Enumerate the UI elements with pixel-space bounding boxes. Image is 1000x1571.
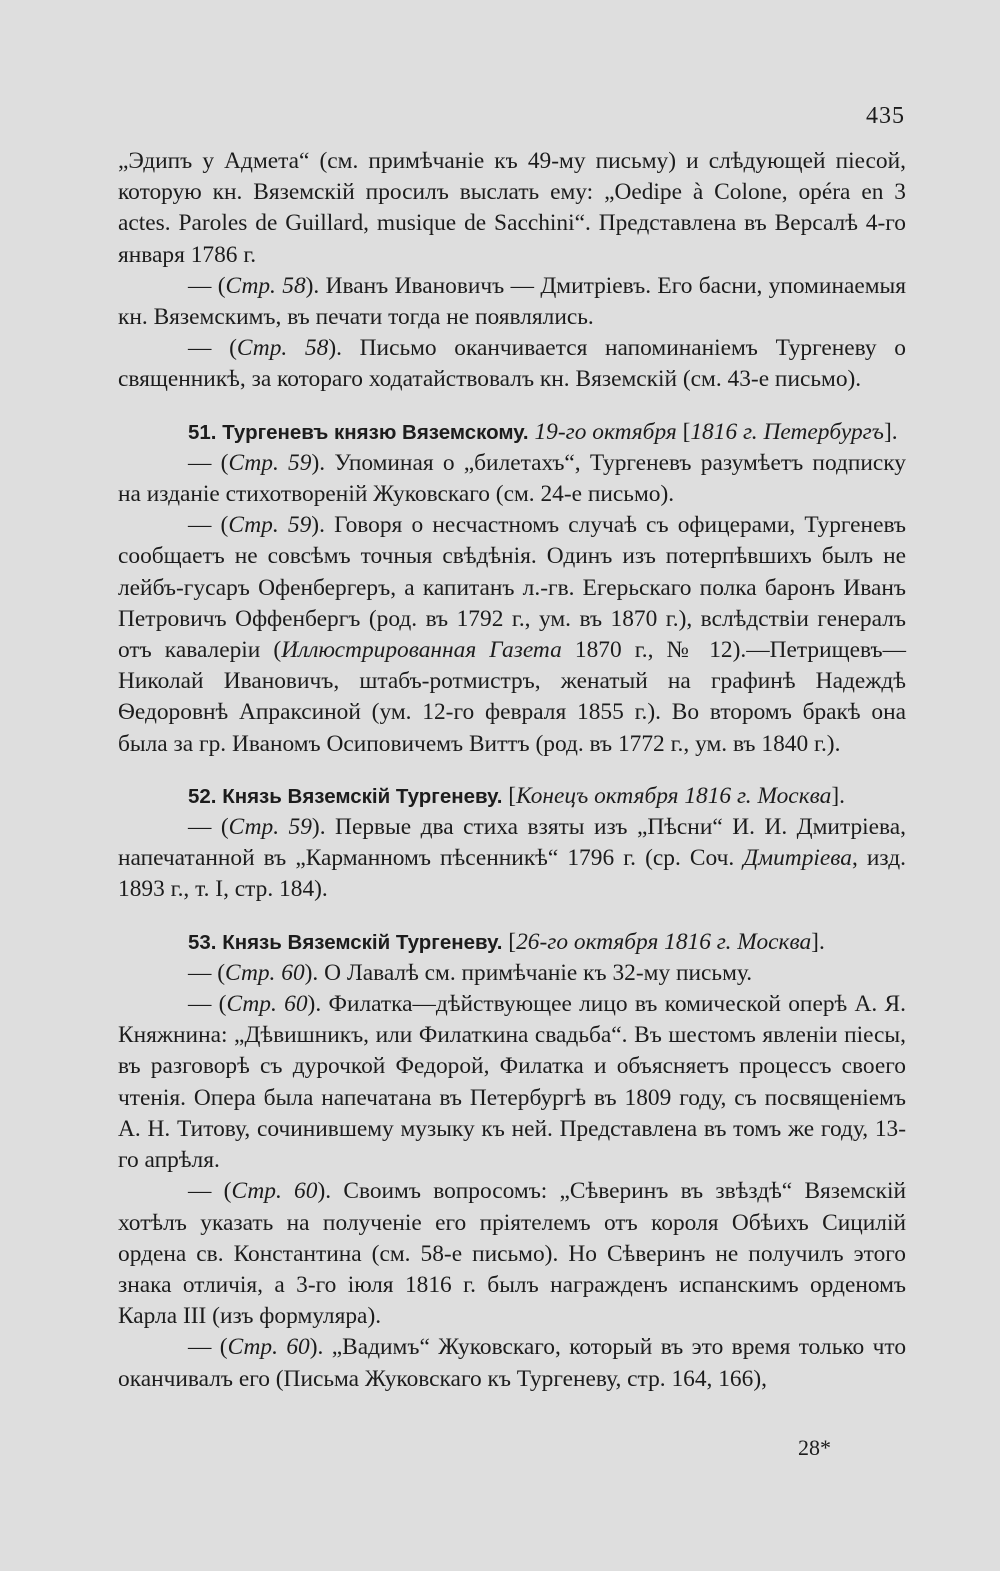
text-run: ]. (831, 782, 845, 809)
italic-text: Стр. 60 (227, 1334, 310, 1361)
italic-text: Стр. 59 (228, 814, 312, 841)
italic-text: Дмитріева (743, 845, 852, 872)
note-paragraph (118, 448, 906, 510)
page-body (118, 146, 906, 1395)
page-number: 435 (866, 103, 905, 129)
italic-text: 19-го октября (534, 418, 677, 445)
continued-paragraph (118, 146, 906, 271)
text-run: ). О Лавалѣ см. примѣчаніе къ 32-му письму. (304, 959, 753, 986)
note-paragraph (118, 510, 906, 760)
letter-entry-heading (118, 417, 906, 448)
text-run: — ( (188, 959, 226, 986)
italic-text: Стр. 58 (225, 272, 306, 299)
text-run: ). Иванъ Ивановичъ — Дмитріевъ. Его басни, упоминаемыя кн. Вяземскимъ, въ печати тогда не появлялись. (118, 272, 906, 331)
text-run: ). Своимъ вопросомъ: „Сѣверинъ въ звѣздѣ“ Вяземскій хотѣлъ указать на полученіе его пріятелемъ отъ короля Обѣихъ Сицилій ордена св. Константина (см. 58-е письмо). Но Сѣверинъ не получилъ этого знака отличія, а 3-го іюля 1816 г. былъ награжденъ испанскимъ орденомъ Карла III (изъ формуляра). (118, 1178, 906, 1330)
entry-title: 53. Князь Вяземскій Тургеневу. (188, 930, 503, 954)
text-run: ). Филатка—дѣйствующее лицо въ комической оперѣ А. Я. Княжнина: „Дѣвишникъ, или Филаткина свадьба“. Въ шестомъ явленіи піесы, въ разговорѣ съ дурочкой Федорой, Филатка и объясняетъ процессъ своего чтенія. Опера была напечатана въ Петербургѣ въ 1809 году, съ посвященіемъ А. Н. Титову, сочинившему музыку къ ней. Представлена въ томъ же году, 13-го апрѣля. (118, 991, 906, 1174)
text-run: , изд. 1893 г., т. I, стр. 184). (118, 845, 906, 903)
italic-text: Иллюстрированная Газета (281, 637, 562, 664)
note-paragraph (118, 1176, 906, 1332)
note-paragraph (118, 333, 906, 395)
italic-text: Стр. 60 (226, 991, 308, 1018)
note-paragraph (118, 812, 906, 906)
note-paragraph (118, 1332, 906, 1394)
text-run: — ( (188, 1178, 232, 1205)
text-run: [ (676, 418, 691, 445)
italic-text: Стр. 60 (225, 959, 305, 986)
note-paragraph (118, 958, 906, 989)
letter-entry-heading (118, 927, 906, 958)
text-run: — ( (188, 814, 229, 841)
note-paragraph (118, 989, 906, 1176)
italic-text: Конецъ октября 1816 г. Москва (516, 782, 832, 809)
text-run: ). Упоминая о „билетахъ“, Тургеневъ разумѣетъ подписку на изданіе стихотвореній Жуковскаго (см. 24-е письмо). (118, 449, 907, 508)
text-run: [ (502, 928, 517, 955)
text-run: — ( (188, 335, 237, 362)
entry-title: 51. Тургеневъ князю Вяземскому. (188, 420, 529, 444)
text-run: ]. (811, 928, 825, 955)
italic-text: 26-го октября 1816 г. Москва (516, 928, 812, 955)
text-run: — ( (188, 512, 229, 539)
text-run: 1870 г., № 12).—Петрищевъ—Николай Ивановичъ, штабъ-ротмистръ, женатый на графинѣ Надеждѣ Ѳедоровнѣ Апраксиной (ум. 12-го февраля 1855 г.). Во второмъ бракѣ она была за гр. Иваномъ Осиповичемъ Виттъ (род. въ 1772 г., ум. въ 1840 г.). (118, 637, 906, 757)
text-run: — ( (188, 449, 229, 476)
text-run: ). Первые два стиха взяты изъ „Пѣсни“ И. И. Дмитріева, напечатанной въ „Карманномъ пѣсенникѣ“ 1796 г. (ср. Соч. (118, 814, 906, 872)
text-run: ). „Вадимъ“ Жуковскаго, который въ это время только что оканчивалъ его (Письма Жуковскаго къ Тургеневу, стр. 164, 166), (118, 1334, 907, 1392)
italic-text: 1816 г. Петербургъ (690, 418, 884, 445)
note-paragraph (118, 271, 906, 333)
letter-entry-heading (118, 781, 906, 812)
text-run: — ( (188, 991, 227, 1018)
signature-mark: 28* (798, 1435, 831, 1460)
text-run: ). Говоря о несчастномъ случаѣ съ офицерами, Тургеневъ сообщаетъ не совсѣмъ точныя свѣдѣнія. Одинъ изъ потерпѣвшихъ былъ не лейбъ-гусаръ Офенбергеръ, а капитанъ л.-гв. Егерьскаго полка баронъ Иванъ Петровичъ Оффенбергъ (род. въ 1792 г., ум. въ 1870 г.), вслѣдствіи генералъ отъ кавалеріи ( (118, 512, 907, 664)
text-run: — ( (188, 1334, 228, 1361)
italic-text: Стр. 59 (228, 449, 312, 476)
italic-text: Стр. 59 (228, 512, 312, 539)
italic-text: Стр. 60 (231, 1178, 318, 1205)
text-run: — ( (188, 272, 226, 299)
text-run: [ (502, 782, 517, 809)
italic-text: Стр. 58 (236, 335, 329, 362)
text-run: ). Письмо оканчивается напоминаніемъ Тургеневу о священникѣ, за котораго ходатайствовалъ кн. Вяземскій (см. 43-е письмо). (118, 335, 906, 393)
text-run: ]. (883, 418, 898, 445)
entry-title: 52. Князь Вяземскій Тургеневу. (188, 784, 503, 808)
text-run: „Эдипъ у Адмета“ (см. примѣчаніе къ 49-му письму) и слѣдующей піесой, которую кн. Вяземскій просилъ выслать ему: „Oedipe à Colone, opéra en 3 actes. Paroles de Guillard, musique de Sacchini“. Представлена въ Версалѣ 4-го января 1786 г. (118, 148, 906, 268)
